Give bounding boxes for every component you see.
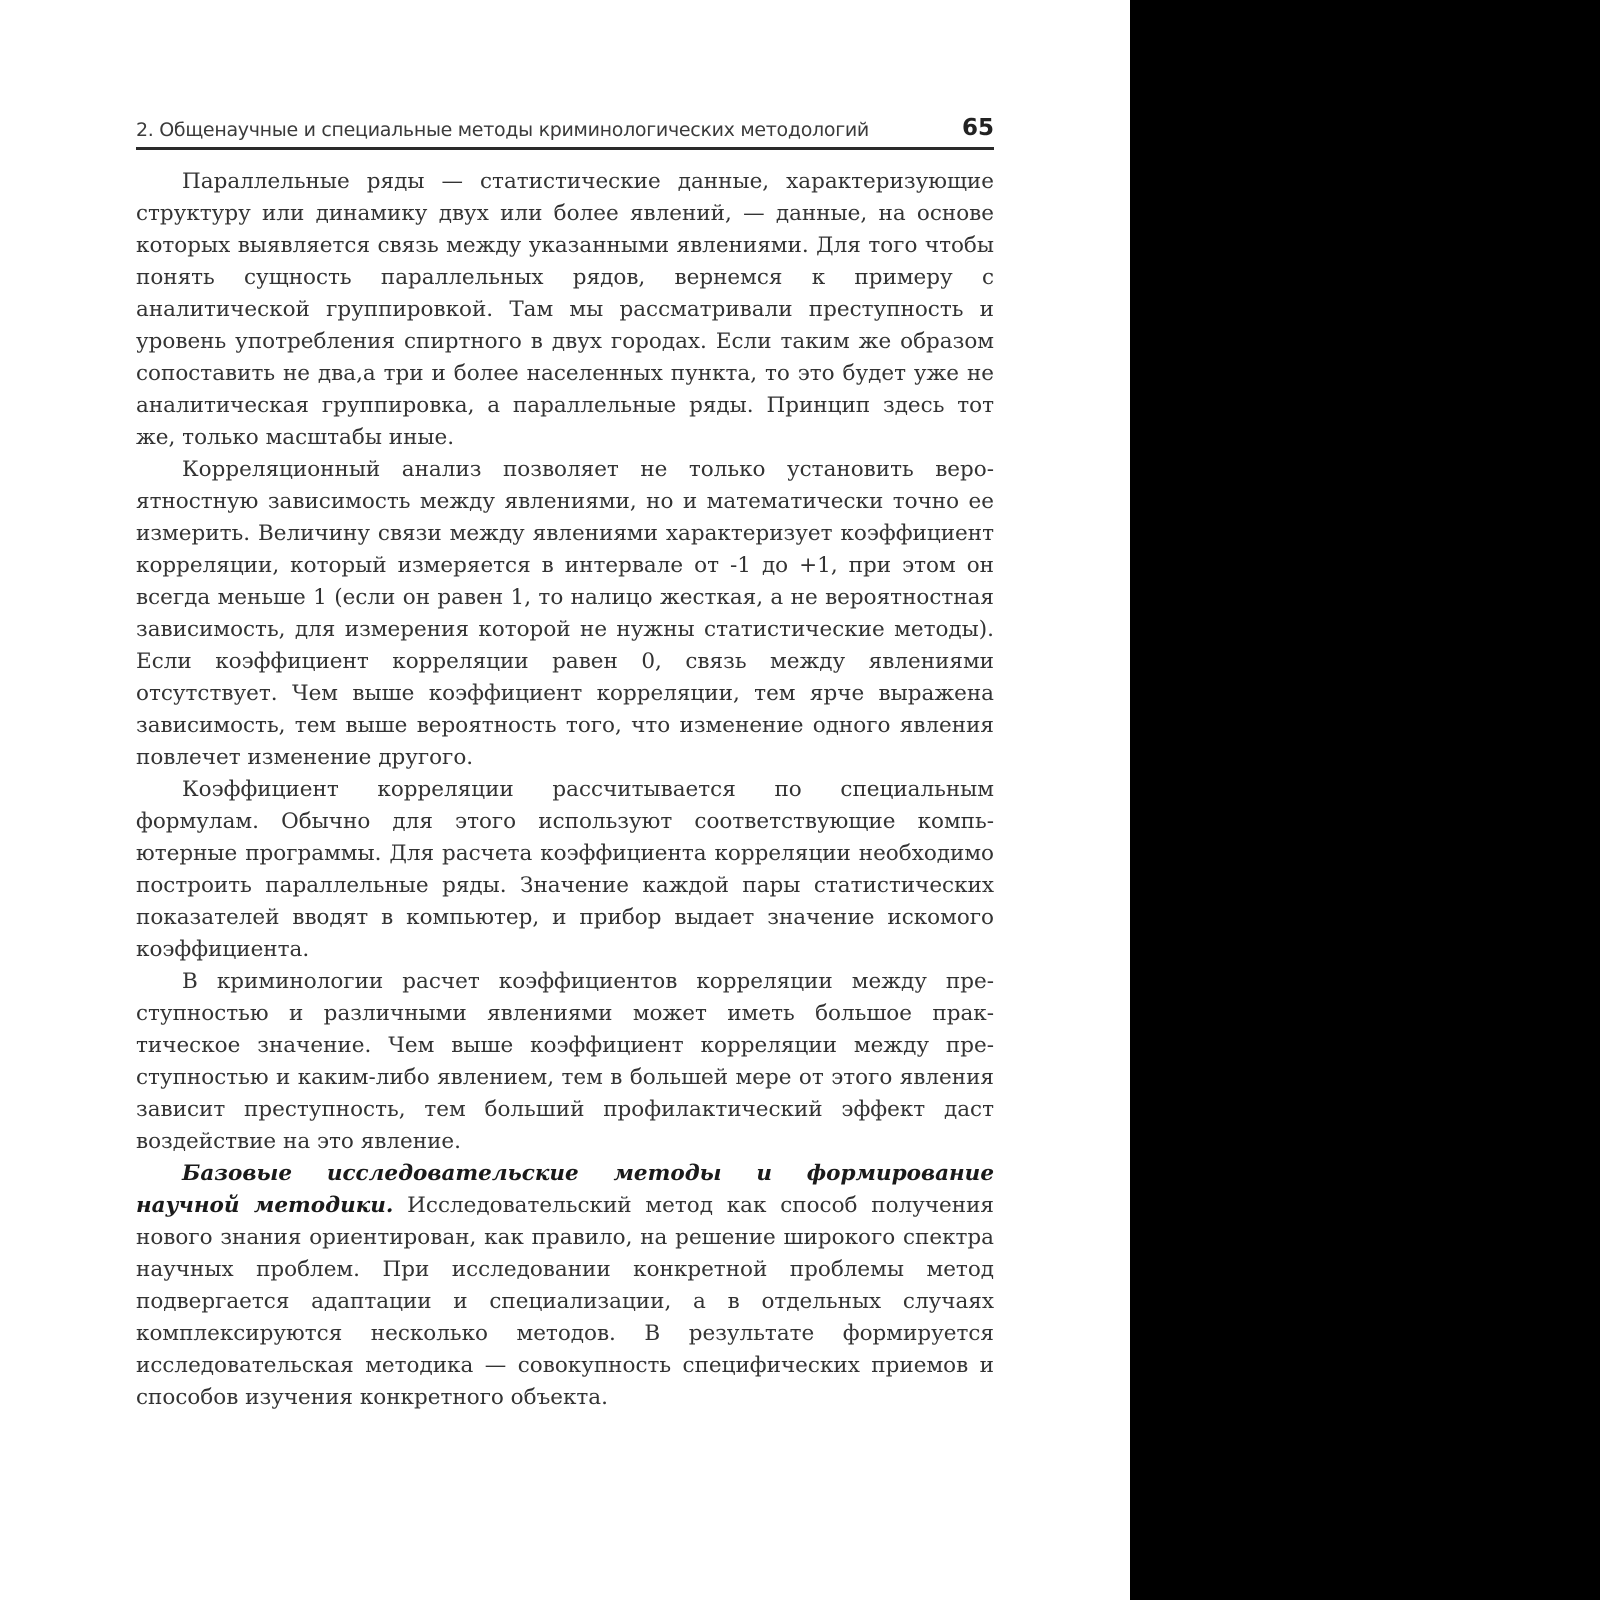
paragraph-correlation-analysis: Корреляционный анализ позволяет не только установить вероятностную зависимость между явлениями, но и математически точно ее измерить. Величину связи между явлениями характеризует коэффициент корреляции, который измеряется в интервале от -1 до +1, при этом он всегда меньше 1 (если он равен 1, то налицо жесткая, а не вероятностная зависимость, для измерения которой не нужны статистические методы). Если коэффициент корреляции равен 0, связь между явлениями отсутствует. Чем выше коэффициент корреляции, тем ярче выражена зависимость, тем выше вероятность того, что изменение одного явления повлечет изменение другого. xyxy=(136,457,994,770)
paragraph-parallel-series: Параллельные ряды — статистические данные, характеризующие структуру или динамику двух или более явлений, — данные, на основе которых выявляется связь между указанными явлениями. Для того чтобы понять сущность параллельных рядов, вернемся к примеру с аналитической группировкой. Там мы рассматривали преступность и уровень употребления спиртного в двух городах. Если таким же образом сопоставить не два,а три и более населенных пункта, то это будет уже не аналитическая группировка, а параллельные ряды. Принцип здесь тот же, только масштабы иные. xyxy=(136,169,994,450)
running-title: 2. Общенаучные и специальные методы криминологических методологий xyxy=(136,119,869,141)
paragraph-correlation-coefficient: Коэффициент корреляции рассчитывается по специальным формулам. Обычно для этого используют соответствующие компьютерные программы. Для расчета коэффициента корреляции необходимо построить параллельные ряды. Значение каждой пары статистических показателей вводят в компьютер, и прибор выдает значение искомого коэффициента. xyxy=(136,777,994,962)
paragraph-research-methods-text: Исследовательский метод как способ получения нового знания ориентирован, как правило, на решение широкого спектра научных проблем. При исследовании конкретной проблемы метод подвергается адаптации и специализации, а в отдельных случаях комплексируются несколько методов. В результате формируется исследовательская методика — совокупность специфических приемов и способов изучения конкретного объекта. xyxy=(136,1193,994,1410)
paragraph-research-methods xyxy=(136,1158,994,1414)
paragraph-criminology-correlation: В криминологии расчет коэффициентов корреляции между преступностью и различными явлениями может иметь большое практическое значение. Чем выше коэффициент корреляции между преступностью и каким-либо явлением, тем в большей мере от этого явления зависит преступность, тем больший профилактический эффект даст воздействие на это явление. xyxy=(136,969,994,1154)
page-number: 65 xyxy=(961,115,994,141)
running-head xyxy=(136,112,994,150)
body-text xyxy=(136,166,994,1414)
section-run-in-heading: Базовые исследовательские методы и формирование научной методики. xyxy=(136,1161,994,1218)
